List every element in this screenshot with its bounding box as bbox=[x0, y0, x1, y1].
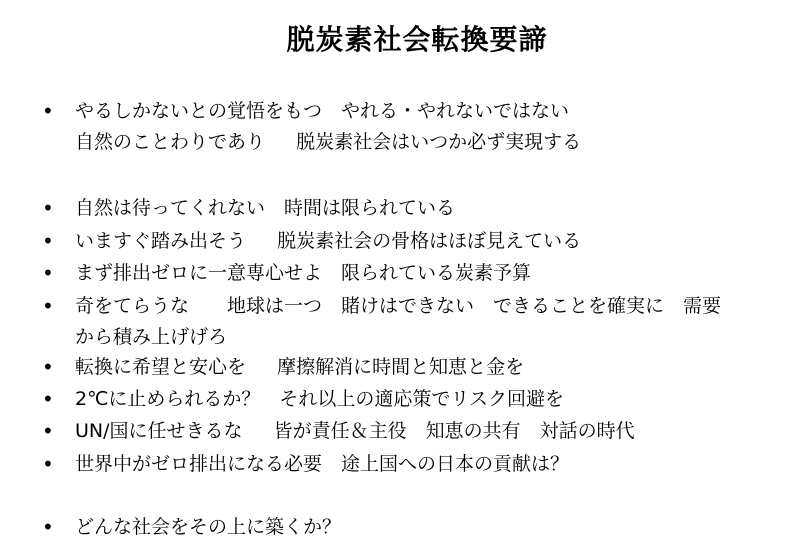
bullet-line: 世界中がゼロ排出になる必要 途上国への日本の貢献は？ bbox=[75, 453, 570, 475]
bullet-text bbox=[75, 449, 775, 480]
slide-title: 脱炭素社会転換要諦 bbox=[286, 23, 548, 56]
bullet-text bbox=[75, 416, 775, 447]
bullet-line: UN/国に任せきるな 皆が責任＆主役 知恵の共有 対話の時代 bbox=[75, 420, 635, 442]
bullet-text bbox=[75, 96, 775, 158]
bullet-text bbox=[75, 291, 775, 353]
bullet-text bbox=[75, 226, 775, 257]
bullet-text bbox=[75, 193, 775, 224]
bullet-icon: • bbox=[42, 196, 54, 220]
bullet-line: 奇をてらうな 地球は一つ 賭けはできない できることを確実に 需要 bbox=[75, 295, 722, 317]
bullet-icon: • bbox=[42, 387, 54, 411]
bullet-icon: • bbox=[42, 355, 54, 379]
bullet-text bbox=[75, 512, 775, 543]
bullet-text bbox=[75, 352, 775, 383]
bullet-icon: • bbox=[42, 419, 54, 443]
bullet-icon: • bbox=[42, 452, 54, 476]
bullet-line: 2℃に止められるか？ それ以上の適応策でリスク回避を bbox=[75, 388, 565, 410]
bullet-line: どんな社会をその上に築くか？ bbox=[75, 516, 342, 538]
bullet-line: 転換に希望と安心を 摩擦解消に時間と知恵と金を bbox=[75, 356, 525, 378]
bullet-icon: • bbox=[42, 515, 54, 539]
bullet-icon: • bbox=[42, 261, 54, 285]
bullet-line: やるしかないとの覚悟をもつ やれる・やれないではない bbox=[75, 100, 570, 122]
bullet-icon: • bbox=[42, 99, 54, 123]
bullet-text bbox=[75, 258, 775, 289]
bullet-line: から積み上げげろ bbox=[75, 326, 228, 348]
bullet-line: 自然は待ってくれない 時間は限られている bbox=[75, 197, 456, 219]
bullet-line: いますぐ踏み出そう 脱炭素社会の骨格はほぼ見えている bbox=[75, 230, 582, 252]
bullet-text bbox=[75, 384, 775, 415]
bullet-line: まず排出ゼロに一意専心せよ 限られている炭素予算 bbox=[75, 262, 532, 284]
bullet-line: 自然のことわりであり 脱炭素社会はいつか必ず実現する bbox=[75, 131, 582, 153]
bullet-icon: • bbox=[42, 229, 54, 253]
bullet-icon: • bbox=[42, 294, 54, 318]
